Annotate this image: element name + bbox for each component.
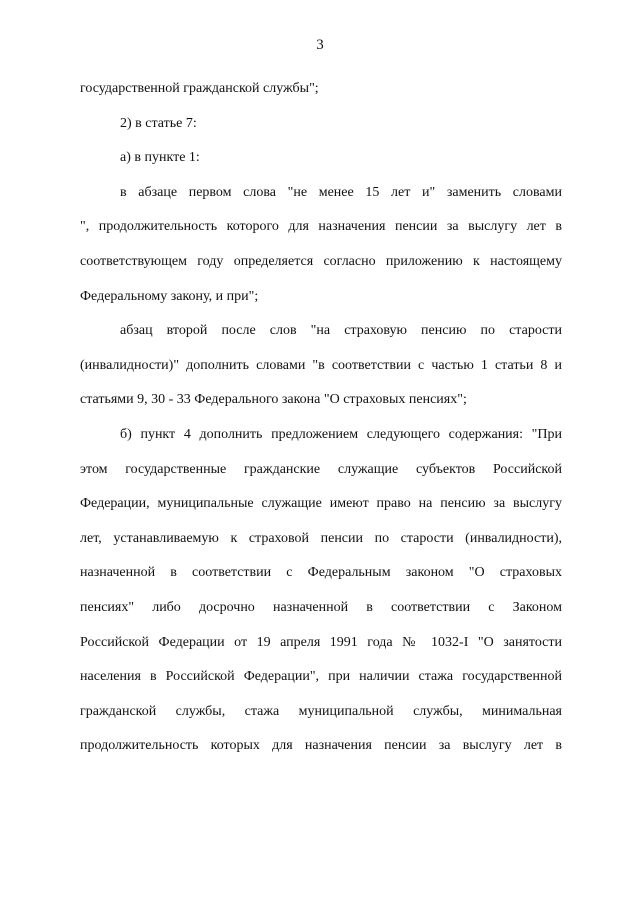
text-line: Федерации, муниципальные служащие имеют право на пенсию за выслугу xyxy=(80,496,562,512)
text-line: абзац второй после слов "на страховую пенсию по старости xyxy=(120,323,562,339)
text-line: соответствующем году определяется согласно приложению к настоящему xyxy=(80,253,562,269)
text-line: гражданской службы, стажа муниципальной службы, минимальная xyxy=(80,703,562,719)
text-line: статьями 9, 30 - 33 Федерального закона "О страховых пенсиях"; xyxy=(80,392,467,408)
document-body xyxy=(80,72,562,764)
text-line: продолжительность которых для назначения пенсии за выслугу лет в xyxy=(80,738,562,754)
text-line: назначенной в соответствии с Федеральным законом "О страховых xyxy=(80,565,562,581)
text-line: ", продолжительность которого для назначения пенсии за выслугу лет в xyxy=(80,219,562,235)
text-line: лет, устанавливаемую к страховой пенсии по старости (инвалидности), xyxy=(80,530,562,546)
text-line: в абзаце первом слова "не менее 15 лет и" заменить словами xyxy=(120,184,562,200)
text-line: населения в Российской Федерации", при наличии стажа государственной xyxy=(80,669,562,685)
text-line: б) пункт 4 дополнить предложением следующего содержания: "При xyxy=(120,426,562,442)
text-line: а) в пункте 1: xyxy=(120,150,200,166)
text-line: государственной гражданской службы"; xyxy=(80,81,319,96)
text-line: этом государственные гражданские служащие субъектов Российской xyxy=(80,461,562,477)
text-line: (инвалидности)" дополнить словами "в соответствии с частью 1 статьи 8 и xyxy=(80,357,562,373)
text-line: 2) в статье 7: xyxy=(120,115,197,131)
text-line: Российской Федерации от 19 апреля 1991 года № 1032-I "О занятости xyxy=(80,634,562,650)
text-line: Федеральному закону, и при"; xyxy=(80,288,259,304)
text-line: пенсиях" либо досрочно назначенной в соответствии с Законом xyxy=(80,599,562,615)
page-number: 3 xyxy=(316,37,324,53)
